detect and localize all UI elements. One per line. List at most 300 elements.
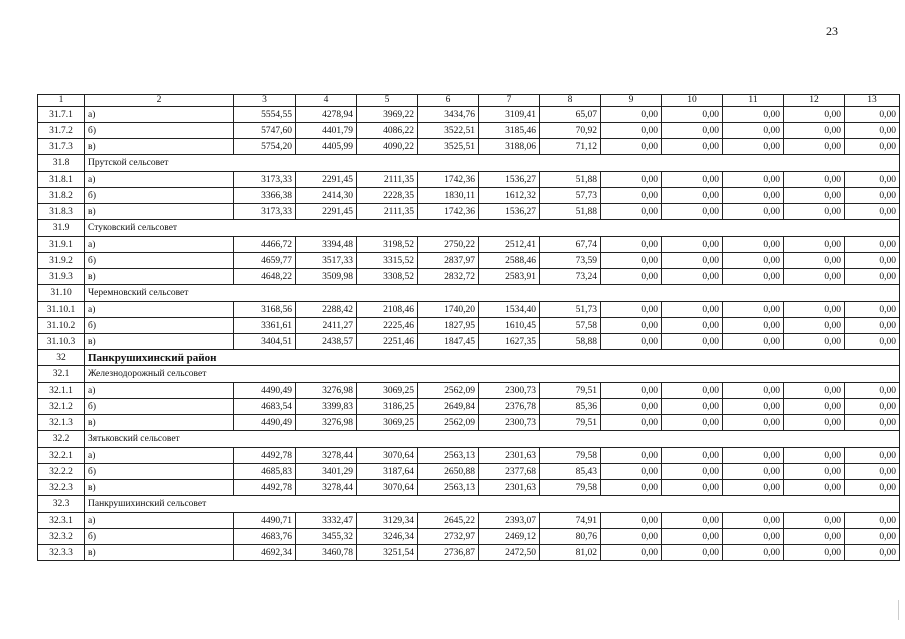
table-row (38, 464, 900, 480)
value-cell: 2583,91 (479, 269, 540, 285)
value-cell: 0,00 (845, 464, 900, 480)
row-number: 31.10 (38, 285, 85, 302)
row-number: 32 (38, 350, 85, 366)
value-cell: 0,00 (662, 318, 723, 334)
value-cell: 0,00 (784, 237, 845, 253)
value-cell: 1627,35 (479, 334, 540, 350)
value-cell: 0,00 (784, 383, 845, 399)
value-cell: 1612,32 (479, 188, 540, 204)
value-cell: 5754,20 (234, 139, 296, 155)
tariff-table (37, 94, 900, 561)
value-cell: 2645,22 (418, 513, 479, 529)
value-cell: 2650,88 (418, 464, 479, 480)
value-cell: 2228,35 (357, 188, 418, 204)
value-cell: 0,00 (662, 302, 723, 318)
section-row (38, 155, 900, 172)
value-cell: 0,00 (845, 318, 900, 334)
value-cell: 0,00 (662, 237, 723, 253)
value-cell: 2414,30 (296, 188, 357, 204)
value-cell: 85,36 (540, 399, 601, 415)
value-cell: 3168,56 (234, 302, 296, 318)
value-cell: 3522,51 (418, 123, 479, 139)
value-cell: 79,58 (540, 480, 601, 496)
value-cell: 2411,27 (296, 318, 357, 334)
value-cell: 0,00 (601, 204, 662, 220)
section-title: Черемновский сельсовет (85, 285, 900, 302)
value-cell: 0,00 (662, 513, 723, 529)
value-cell: 0,00 (723, 237, 784, 253)
value-cell: 3070,64 (357, 480, 418, 496)
section-row (38, 431, 900, 448)
value-cell: 3394,48 (296, 237, 357, 253)
column-header: 11 (723, 95, 784, 107)
value-cell: 3401,29 (296, 464, 357, 480)
row-number: 32.1.3 (38, 415, 85, 431)
value-cell: 0,00 (723, 253, 784, 269)
value-cell: 2225,46 (357, 318, 418, 334)
value-cell: 2291,45 (296, 204, 357, 220)
column-header: 13 (845, 95, 900, 107)
value-cell: 4490,71 (234, 513, 296, 529)
value-cell: 0,00 (784, 139, 845, 155)
value-cell: 73,24 (540, 269, 601, 285)
value-cell: 3308,52 (357, 269, 418, 285)
value-cell: 2300,73 (479, 415, 540, 431)
value-cell: 1830,11 (418, 188, 479, 204)
row-variant: в) (85, 480, 234, 496)
district-row (38, 350, 900, 366)
row-variant: б) (85, 399, 234, 415)
value-cell: 51,88 (540, 172, 601, 188)
value-cell: 2732,97 (418, 529, 479, 545)
value-cell: 3969,22 (357, 107, 418, 123)
value-cell: 0,00 (662, 139, 723, 155)
value-cell: 79,58 (540, 448, 601, 464)
value-cell: 3276,98 (296, 415, 357, 431)
value-cell: 2837,97 (418, 253, 479, 269)
row-number: 31.7.1 (38, 107, 85, 123)
row-variant: в) (85, 334, 234, 350)
value-cell: 80,76 (540, 529, 601, 545)
value-cell: 81,02 (540, 545, 601, 561)
table-row (38, 318, 900, 334)
value-cell: 2562,09 (418, 383, 479, 399)
value-cell: 2376,78 (479, 399, 540, 415)
row-number: 32.1 (38, 366, 85, 383)
row-variant: б) (85, 464, 234, 480)
value-cell: 0,00 (723, 139, 784, 155)
value-cell: 3517,33 (296, 253, 357, 269)
value-cell: 0,00 (784, 480, 845, 496)
value-cell: 2562,09 (418, 415, 479, 431)
value-cell: 0,00 (845, 334, 900, 350)
column-header: 2 (85, 95, 234, 107)
value-cell: 0,00 (601, 383, 662, 399)
table-row (38, 334, 900, 350)
value-cell: 0,00 (601, 529, 662, 545)
value-cell: 0,00 (601, 269, 662, 285)
value-cell: 51,88 (540, 204, 601, 220)
value-cell: 4685,83 (234, 464, 296, 480)
value-cell: 3186,25 (357, 399, 418, 415)
value-cell: 0,00 (723, 188, 784, 204)
value-cell: 3246,34 (357, 529, 418, 545)
value-cell: 2649,84 (418, 399, 479, 415)
row-variant: б) (85, 529, 234, 545)
value-cell: 0,00 (784, 399, 845, 415)
value-cell: 0,00 (601, 172, 662, 188)
value-cell: 79,51 (540, 383, 601, 399)
value-cell: 2472,50 (479, 545, 540, 561)
value-cell: 1740,20 (418, 302, 479, 318)
row-number: 31.10.2 (38, 318, 85, 334)
section-title: Панкрушихинский район (85, 350, 900, 366)
table-body (38, 107, 900, 561)
value-cell: 0,00 (601, 237, 662, 253)
table-row (38, 448, 900, 464)
column-header: 7 (479, 95, 540, 107)
section-title: Зятьковский сельсовет (85, 431, 900, 448)
value-cell: 1847,45 (418, 334, 479, 350)
value-cell: 0,00 (845, 545, 900, 561)
row-number: 31.9.1 (38, 237, 85, 253)
value-cell: 0,00 (662, 529, 723, 545)
section-row (38, 220, 900, 237)
value-cell: 0,00 (784, 172, 845, 188)
value-cell: 4490,49 (234, 383, 296, 399)
column-header: 9 (601, 95, 662, 107)
row-number: 32.3.2 (38, 529, 85, 545)
row-number: 31.8 (38, 155, 85, 172)
value-cell: 3278,44 (296, 480, 357, 496)
value-cell: 57,73 (540, 188, 601, 204)
value-cell: 0,00 (723, 480, 784, 496)
value-cell: 3332,47 (296, 513, 357, 529)
value-cell: 0,00 (662, 383, 723, 399)
value-cell: 0,00 (601, 139, 662, 155)
value-cell: 0,00 (723, 172, 784, 188)
value-cell: 1742,36 (418, 204, 479, 220)
value-cell: 2291,45 (296, 172, 357, 188)
value-cell: 0,00 (662, 204, 723, 220)
row-number: 31.7.3 (38, 139, 85, 155)
value-cell: 0,00 (784, 464, 845, 480)
value-cell: 0,00 (784, 123, 845, 139)
table-row (38, 529, 900, 545)
value-cell: 0,00 (845, 513, 900, 529)
value-cell: 0,00 (723, 529, 784, 545)
row-variant: а) (85, 172, 234, 188)
column-header: 10 (662, 95, 723, 107)
row-number: 32.2.1 (38, 448, 85, 464)
value-cell: 4490,49 (234, 415, 296, 431)
table-row (38, 172, 900, 188)
value-cell: 0,00 (845, 107, 900, 123)
value-cell: 3455,32 (296, 529, 357, 545)
value-cell: 2469,12 (479, 529, 540, 545)
value-cell: 1827,95 (418, 318, 479, 334)
value-cell: 0,00 (845, 480, 900, 496)
section-row (38, 285, 900, 302)
value-cell: 0,00 (601, 480, 662, 496)
column-header: 12 (784, 95, 845, 107)
value-cell: 3129,34 (357, 513, 418, 529)
value-cell: 3404,51 (234, 334, 296, 350)
table-row (38, 123, 900, 139)
value-cell: 0,00 (845, 172, 900, 188)
value-cell: 65,07 (540, 107, 601, 123)
value-cell: 85,43 (540, 464, 601, 480)
row-variant: б) (85, 188, 234, 204)
row-number: 31.7.2 (38, 123, 85, 139)
value-cell: 0,00 (601, 399, 662, 415)
value-cell: 0,00 (723, 318, 784, 334)
value-cell: 0,00 (784, 302, 845, 318)
table-row (38, 480, 900, 496)
row-variant: а) (85, 448, 234, 464)
table-row (38, 204, 900, 220)
value-cell: 3251,54 (357, 545, 418, 561)
value-cell: 4659,77 (234, 253, 296, 269)
value-cell: 3399,83 (296, 399, 357, 415)
value-cell: 4492,78 (234, 480, 296, 496)
row-number: 32.2.3 (38, 480, 85, 496)
value-cell: 3069,25 (357, 415, 418, 431)
scan-edge-mark (898, 600, 899, 620)
value-cell: 0,00 (845, 269, 900, 285)
table-row (38, 545, 900, 561)
value-cell: 0,00 (662, 464, 723, 480)
row-variant: в) (85, 415, 234, 431)
value-cell: 2300,73 (479, 383, 540, 399)
value-cell: 0,00 (601, 464, 662, 480)
value-cell: 5747,60 (234, 123, 296, 139)
value-cell: 2111,35 (357, 172, 418, 188)
value-cell: 0,00 (784, 107, 845, 123)
value-cell: 2251,46 (357, 334, 418, 350)
table-row (38, 383, 900, 399)
row-number: 31.9.2 (38, 253, 85, 269)
value-cell: 0,00 (601, 545, 662, 561)
value-cell: 2288,42 (296, 302, 357, 318)
value-cell: 0,00 (784, 545, 845, 561)
value-cell: 0,00 (662, 399, 723, 415)
value-cell: 2108,46 (357, 302, 418, 318)
value-cell: 0,00 (723, 107, 784, 123)
row-variant: в) (85, 204, 234, 220)
value-cell: 71,12 (540, 139, 601, 155)
value-cell: 2301,63 (479, 480, 540, 496)
value-cell: 0,00 (723, 464, 784, 480)
value-cell: 0,00 (662, 269, 723, 285)
table-row (38, 302, 900, 318)
table-row (38, 513, 900, 529)
value-cell: 0,00 (845, 253, 900, 269)
row-number: 32.3 (38, 496, 85, 513)
column-header: 1 (38, 95, 85, 107)
value-cell: 0,00 (845, 139, 900, 155)
value-cell: 3361,61 (234, 318, 296, 334)
value-cell: 2588,46 (479, 253, 540, 269)
value-cell: 0,00 (845, 529, 900, 545)
value-cell: 0,00 (601, 107, 662, 123)
value-cell: 0,00 (784, 188, 845, 204)
value-cell: 3070,64 (357, 448, 418, 464)
value-cell: 3198,52 (357, 237, 418, 253)
value-cell: 2377,68 (479, 464, 540, 480)
value-cell: 0,00 (723, 302, 784, 318)
value-cell: 0,00 (601, 318, 662, 334)
value-cell: 1610,45 (479, 318, 540, 334)
value-cell: 0,00 (784, 204, 845, 220)
row-number: 32.1.1 (38, 383, 85, 399)
value-cell: 0,00 (723, 545, 784, 561)
value-cell: 4683,54 (234, 399, 296, 415)
value-cell: 0,00 (601, 448, 662, 464)
column-header: 3 (234, 95, 296, 107)
value-cell: 70,92 (540, 123, 601, 139)
value-cell: 4492,78 (234, 448, 296, 464)
row-variant: в) (85, 269, 234, 285)
value-cell: 0,00 (784, 253, 845, 269)
value-cell: 4692,34 (234, 545, 296, 561)
value-cell: 0,00 (662, 415, 723, 431)
value-cell: 0,00 (723, 269, 784, 285)
value-cell: 2736,87 (418, 545, 479, 561)
value-cell: 4278,94 (296, 107, 357, 123)
value-cell: 0,00 (723, 448, 784, 464)
value-cell: 0,00 (723, 399, 784, 415)
value-cell: 0,00 (662, 123, 723, 139)
value-cell: 3434,76 (418, 107, 479, 123)
value-cell: 4405,99 (296, 139, 357, 155)
row-variant: б) (85, 318, 234, 334)
value-cell: 0,00 (784, 334, 845, 350)
value-cell: 0,00 (784, 529, 845, 545)
row-variant: в) (85, 139, 234, 155)
value-cell: 0,00 (662, 253, 723, 269)
row-number: 32.2 (38, 431, 85, 448)
value-cell: 0,00 (845, 383, 900, 399)
value-cell: 3069,25 (357, 383, 418, 399)
value-cell: 0,00 (723, 383, 784, 399)
table-row (38, 415, 900, 431)
row-variant: в) (85, 545, 234, 561)
value-cell: 73,59 (540, 253, 601, 269)
column-header: 8 (540, 95, 601, 107)
value-cell: 0,00 (601, 513, 662, 529)
value-cell: 0,00 (601, 334, 662, 350)
section-title: Железнодорожный сельсовет (85, 366, 900, 383)
section-title: Прутской сельсовет (85, 155, 900, 172)
column-header: 4 (296, 95, 357, 107)
row-number: 31.10.1 (38, 302, 85, 318)
value-cell: 0,00 (662, 448, 723, 464)
value-cell: 4401,79 (296, 123, 357, 139)
page-number: 23 (826, 24, 838, 38)
table-row (38, 399, 900, 415)
value-cell: 51,73 (540, 302, 601, 318)
value-cell: 0,00 (845, 448, 900, 464)
value-cell: 2111,35 (357, 204, 418, 220)
value-cell: 0,00 (662, 107, 723, 123)
value-cell: 2438,57 (296, 334, 357, 350)
section-row (38, 366, 900, 383)
value-cell: 0,00 (723, 204, 784, 220)
value-cell: 0,00 (601, 415, 662, 431)
value-cell: 0,00 (845, 204, 900, 220)
section-row (38, 496, 900, 513)
section-title: Панкрушихинский сельсовет (85, 496, 900, 513)
row-variant: а) (85, 513, 234, 529)
row-number: 31.10.3 (38, 334, 85, 350)
value-cell: 3109,41 (479, 107, 540, 123)
value-cell: 1536,27 (479, 204, 540, 220)
value-cell: 4648,22 (234, 269, 296, 285)
value-cell: 2563,13 (418, 448, 479, 464)
table-row (38, 139, 900, 155)
value-cell: 3185,46 (479, 123, 540, 139)
value-cell: 5554,55 (234, 107, 296, 123)
value-cell: 0,00 (601, 302, 662, 318)
value-cell: 3525,51 (418, 139, 479, 155)
value-cell: 0,00 (723, 415, 784, 431)
value-cell: 0,00 (662, 334, 723, 350)
value-cell: 57,58 (540, 318, 601, 334)
value-cell: 74,91 (540, 513, 601, 529)
column-header: 5 (357, 95, 418, 107)
row-variant: а) (85, 107, 234, 123)
row-number: 31.8.1 (38, 172, 85, 188)
value-cell: 0,00 (723, 513, 784, 529)
value-cell: 0,00 (784, 513, 845, 529)
value-cell: 3460,78 (296, 545, 357, 561)
row-number: 31.9 (38, 220, 85, 237)
value-cell: 3276,98 (296, 383, 357, 399)
row-number: 32.3.1 (38, 513, 85, 529)
row-variant: а) (85, 383, 234, 399)
value-cell: 0,00 (601, 123, 662, 139)
value-cell: 3366,38 (234, 188, 296, 204)
value-cell: 1536,27 (479, 172, 540, 188)
value-cell: 0,00 (784, 318, 845, 334)
value-cell: 4090,22 (357, 139, 418, 155)
value-cell: 0,00 (662, 172, 723, 188)
value-cell: 3278,44 (296, 448, 357, 464)
section-title: Стуковский сельсовет (85, 220, 900, 237)
value-cell: 0,00 (784, 448, 845, 464)
value-cell: 2563,13 (418, 480, 479, 496)
value-cell: 3509,98 (296, 269, 357, 285)
value-cell: 0,00 (723, 334, 784, 350)
value-cell: 0,00 (845, 302, 900, 318)
row-number: 31.8.2 (38, 188, 85, 204)
row-number: 31.8.3 (38, 204, 85, 220)
value-cell: 0,00 (601, 253, 662, 269)
value-cell: 3187,64 (357, 464, 418, 480)
row-number: 31.9.3 (38, 269, 85, 285)
row-variant: а) (85, 302, 234, 318)
row-variant: б) (85, 253, 234, 269)
value-cell: 0,00 (723, 123, 784, 139)
row-number: 32.2.2 (38, 464, 85, 480)
value-cell: 3188,06 (479, 139, 540, 155)
value-cell: 0,00 (845, 188, 900, 204)
value-cell: 4086,22 (357, 123, 418, 139)
value-cell: 2750,22 (418, 237, 479, 253)
value-cell: 0,00 (845, 123, 900, 139)
value-cell: 2301,63 (479, 448, 540, 464)
